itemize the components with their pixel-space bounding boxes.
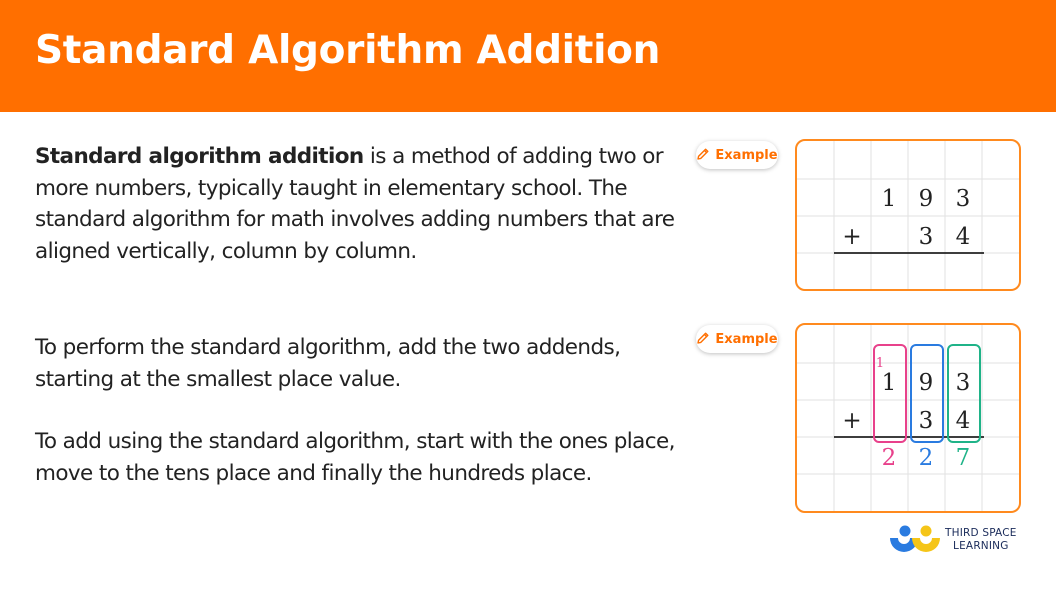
logo-line-2: LEARNING xyxy=(953,540,1009,552)
logo-mark-icon xyxy=(888,524,940,556)
intro-paragraph xyxy=(35,141,685,267)
third-space-learning-logo xyxy=(888,524,1028,556)
digit: 4 xyxy=(955,224,971,250)
example-card-solution xyxy=(795,323,1021,513)
addition-grid-solution xyxy=(797,325,1019,511)
logo-text xyxy=(945,527,1017,553)
digit: 1 xyxy=(881,186,897,212)
addition-grid-problem xyxy=(797,141,1019,289)
page-title: Standard Algorithm Addition xyxy=(35,28,661,73)
intro-bold-term: Standard algorithm addition xyxy=(35,144,364,169)
plus-sign: + xyxy=(842,224,862,250)
example-badge-label: Example xyxy=(715,331,778,347)
carry-digit: 1 xyxy=(875,356,885,371)
digit: 4 xyxy=(955,408,971,434)
paragraph-add-order: To add using the standard algorithm, start with the ones place, move to the tens place and finally the hundreds place. xyxy=(35,429,675,486)
digit: 9 xyxy=(918,186,934,212)
pencil-icon xyxy=(696,330,710,349)
example-badge xyxy=(696,325,778,353)
pencil-icon xyxy=(696,146,710,165)
digit: 3 xyxy=(918,224,934,250)
example-badge xyxy=(696,141,778,169)
result-digit-hundreds: 2 xyxy=(881,445,897,471)
digit: 9 xyxy=(918,370,934,396)
result-digit-ones: 7 xyxy=(955,445,971,471)
digit: 1 xyxy=(881,370,897,396)
digit: 3 xyxy=(955,370,971,396)
paragraph-perform: To perform the standard algorithm, add the two addends, starting at the smallest place value. xyxy=(35,335,621,392)
logo-line-1: THIRD SPACE xyxy=(945,527,1017,539)
intro-text: is a method of adding two or more numbers, typically taught in elementary school. The standard algorithm for math involves adding numbers that are aligned vertically, column by column. xyxy=(35,144,675,264)
digit: 3 xyxy=(918,408,934,434)
example-card-problem xyxy=(795,139,1021,291)
example-badge-label: Example xyxy=(715,147,778,163)
result-digit-tens: 2 xyxy=(918,445,934,471)
digit: 3 xyxy=(955,186,971,212)
title-banner xyxy=(0,0,1056,112)
plus-sign: + xyxy=(842,408,862,434)
